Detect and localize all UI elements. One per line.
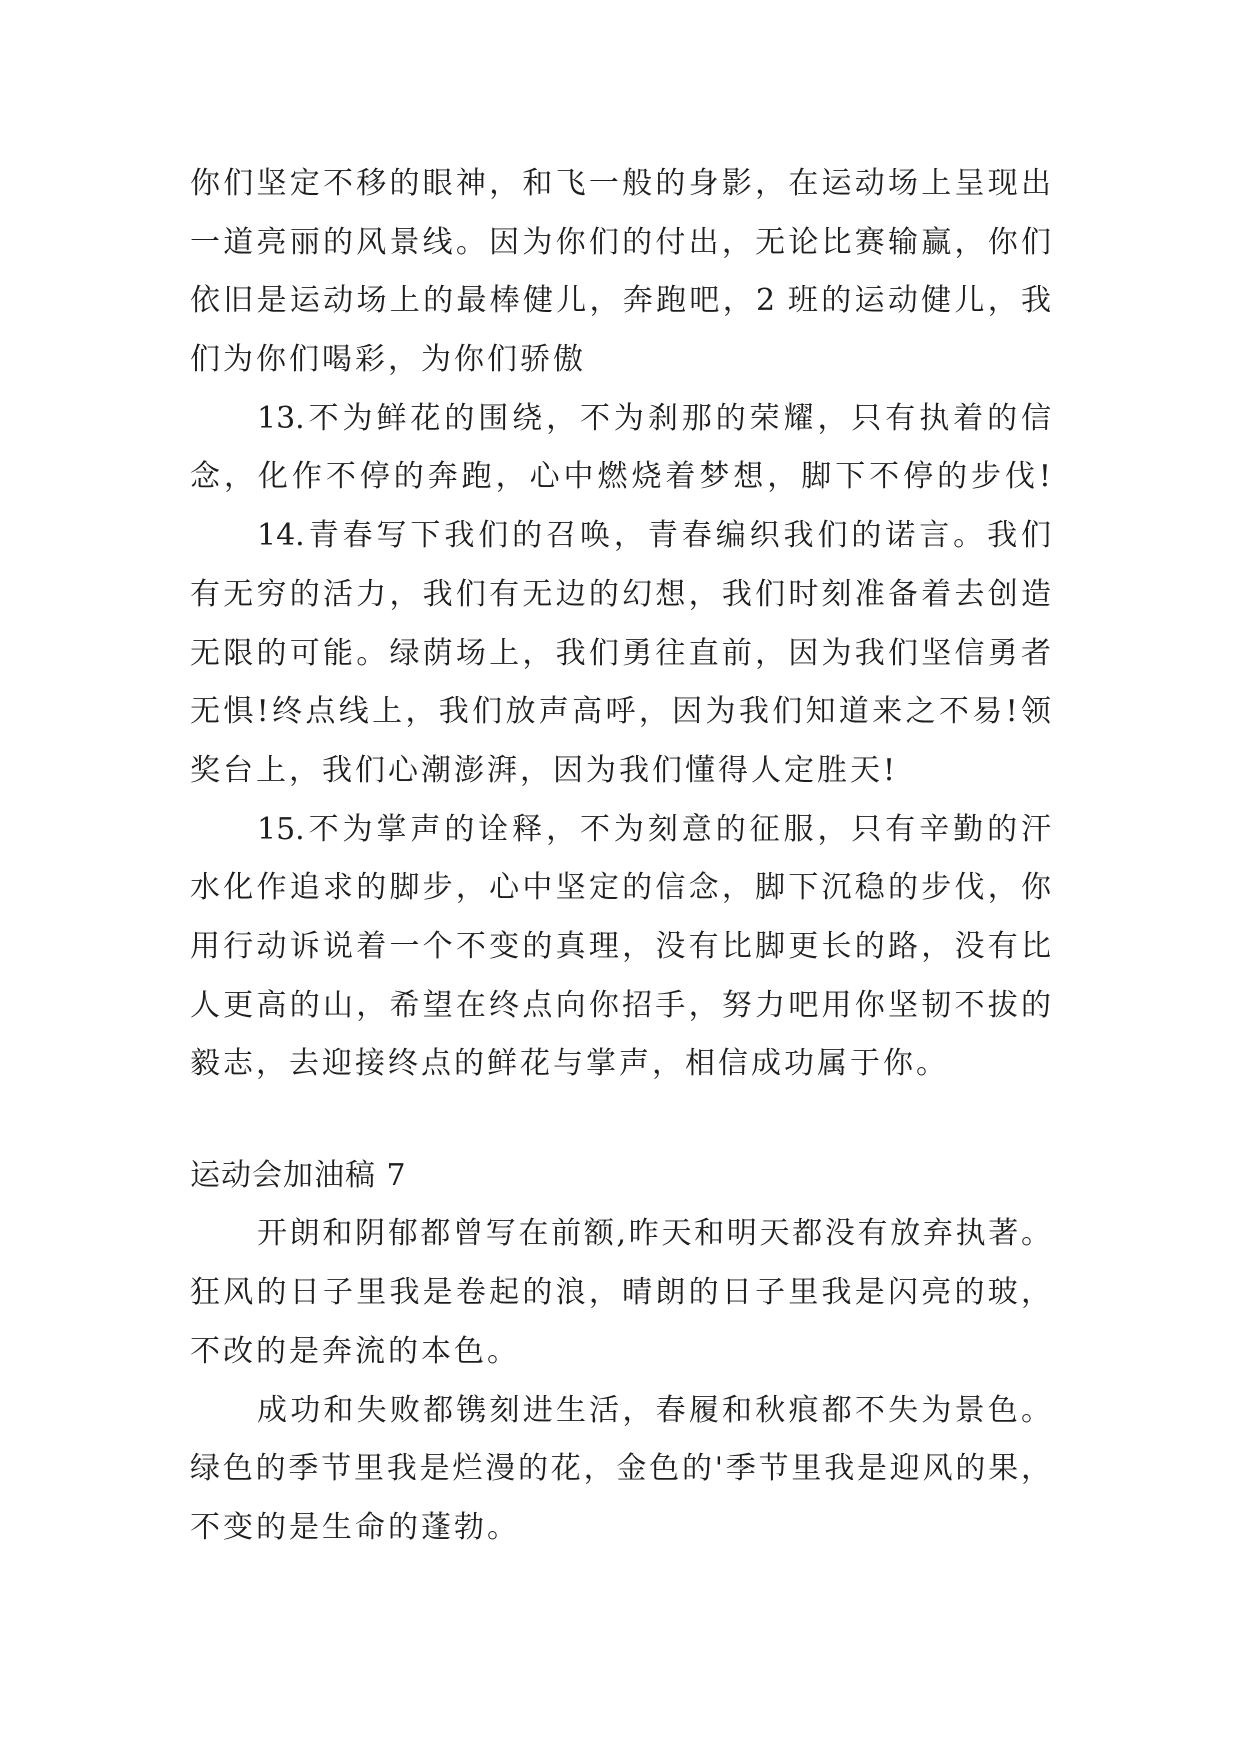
paragraph-line: 14.青春写下我们的召唤，青春编织我们的诺言。我们 (257, 518, 1051, 554)
paragraph-line: 开朗和阴郁都曾写在前额,昨天和明天都没有放弃执著。 (257, 1216, 1051, 1252)
paragraph-line: 狂风的日子里我是卷起的浪，晴朗的日子里我是闪亮的玻， (190, 1275, 1051, 1311)
paragraph (190, 1382, 1051, 1558)
paragraph-line: 一道亮丽的风景线。因为你们的付出，无论比赛输赢，你们 (190, 224, 1051, 260)
paragraph (190, 1205, 1051, 1381)
paragraph-line: 成功和失败都镌刻进生活，春履和秋痕都不失为景色。 (257, 1392, 1051, 1428)
paragraph-line: 依旧是运动场上的最棒健儿，奔跑吧，2 班的运动健儿，我 (190, 283, 1051, 319)
paragraph (190, 155, 1051, 390)
paragraph-line: 不变的是生命的蓬勃。 (190, 1509, 520, 1545)
section-title: 运动会加油稿 7 (190, 1157, 407, 1193)
paragraph-line: 念，化作不停的奔跑，心中燃烧着梦想，脚下不停的步伐! (190, 459, 1051, 495)
paragraph-line: 你们坚定不移的眼神，和飞一般的身影，在运动场上呈现出 (190, 166, 1051, 201)
paragraph-line: 不改的是奔流的本色。 (190, 1333, 520, 1369)
paragraph-line: 奖台上，我们心潮澎湃，因为我们懂得人定胜天! (190, 752, 899, 788)
paragraph-line: 15.不为掌声的诠释，不为刻意的征服，只有辛勤的汗 (257, 811, 1051, 847)
paragraph-line: 用行动诉说着一个不变的真理，没有比脚更长的路，没有比 (190, 928, 1051, 964)
paragraph-line: 们为你们喝彩，为你们骄傲 (190, 342, 586, 378)
paragraph-line: 人更高的山，希望在终点向你招手，努力吧用你坚韧不拔的 (190, 987, 1051, 1023)
paragraph-line: 有无穷的活力，我们有无边的幻想，我们时刻准备着去创造 (190, 576, 1051, 612)
paragraph-line: 无限的可能。绿荫场上，我们勇往直前，因为我们坚信勇者 (190, 635, 1051, 671)
paragraph-line: 13.不为鲜花的围绕，不为刹那的荣耀，只有执着的信 (257, 400, 1051, 436)
document-body (190, 155, 1051, 1558)
paragraph-line: 绿色的季节里我是烂漫的花，金色的'季节里我是迎风的果， (190, 1451, 1051, 1487)
paragraph-line: 水化作追求的脚步，心中坚定的信念，脚下沉稳的步伐，你 (190, 870, 1051, 906)
paragraph-line: 毅志，去迎接终点的鲜花与掌声，相信成功属于你。 (190, 1046, 949, 1082)
paragraph-line: 无惧!终点线上，我们放声高呼，因为我们知道来之不易!领 (190, 694, 1051, 730)
paragraph (190, 801, 1051, 1094)
paragraph (190, 507, 1051, 800)
paragraph (190, 390, 1051, 507)
